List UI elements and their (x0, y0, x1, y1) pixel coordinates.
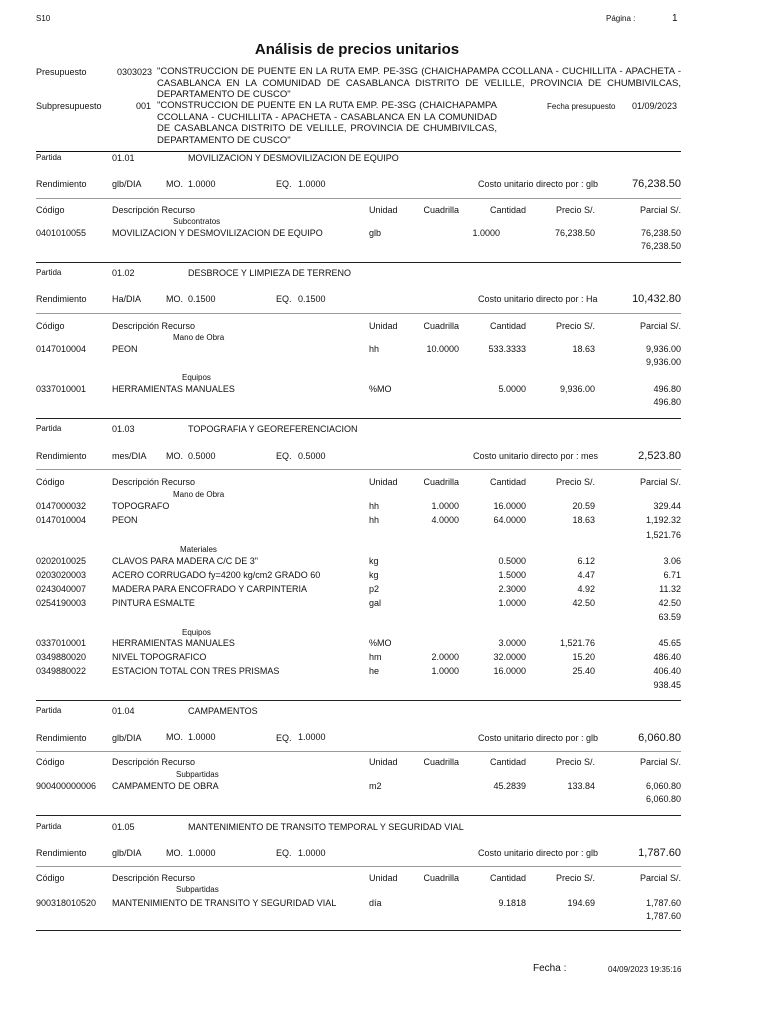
rendimiento-unit: glb/DIA (112, 179, 142, 189)
col-codigo: Código (36, 205, 65, 215)
row-desc: ACERO CORRUGADO fy=4200 kg/cm2 GRADO 60 (112, 570, 321, 580)
row-unit: día (369, 898, 382, 908)
row-parcial: 11.32 (659, 584, 681, 594)
row-parcial: 9,936.00 (645, 344, 681, 354)
group-title: Mano de Obra (173, 333, 225, 342)
partida-label: Partida (36, 706, 62, 715)
row-parcial: 42.50 (658, 598, 681, 608)
row-cantidad: 0.5000 (498, 556, 526, 566)
group-title: Equipos (182, 628, 211, 637)
row-parcial: 76,238.50 (640, 228, 681, 238)
rendimiento-unit: glb/DIA (112, 733, 142, 743)
row-desc: CLAVOS PARA MADERA C/C DE 3" (112, 556, 258, 566)
eq-label: EQ. (276, 179, 292, 189)
row-unit: hh (369, 344, 380, 354)
col-unidad: Unidad (369, 205, 398, 215)
col-descripcion: Descripción Recurso (112, 205, 196, 215)
divider (36, 469, 681, 470)
row-unit: hh (369, 515, 380, 525)
row-code: 900400000006 (36, 781, 97, 791)
mo-value: 1.0000 (188, 732, 216, 742)
col-precio: Precio S/. (555, 873, 595, 883)
rendimiento-unit: glb/DIA (112, 848, 142, 858)
footer-date-value: 04/09/2023 19:35:16 (608, 965, 682, 974)
row-desc: HERRAMIENTAS MANUALES (112, 384, 235, 394)
row-code: 0203020003 (36, 570, 87, 580)
row-desc: MOVILIZACION Y DESMOVILIZACION DE EQUIPO (112, 228, 323, 238)
row-unit: %MO (369, 384, 392, 394)
eq-label: EQ. (276, 294, 292, 304)
partida-divider (36, 700, 681, 701)
partida-divider (36, 930, 681, 931)
row-desc: PEON (112, 515, 138, 525)
row-parcial: 45.65 (658, 638, 681, 648)
group-subtotal: 1,521.76 (645, 530, 681, 540)
partida-divider (36, 262, 681, 263)
page-title: Análisis de precios unitarios (254, 41, 460, 58)
unit-cost-value: 2,523.80 (638, 450, 681, 462)
row-desc: CAMPAMENTO DE OBRA (112, 781, 219, 791)
row-unit: gal (369, 598, 382, 608)
partida-label: Partida (36, 822, 62, 831)
row-unit: hm (369, 652, 382, 662)
eq-value: 1.0000 (298, 732, 326, 742)
partida-code: 01.01 (112, 153, 135, 163)
col-descripcion: Descripción Recurso (112, 321, 196, 331)
row-precio: 9,936.00 (559, 384, 595, 394)
divider (36, 751, 681, 752)
row-code: 0147000032 (36, 501, 87, 511)
row-precio: 76,238.50 (554, 228, 595, 238)
col-unidad: Unidad (369, 873, 398, 883)
col-cuadrilla: Cuadrilla (423, 873, 459, 883)
col-cantidad: Cantidad (489, 757, 526, 767)
partida-code: 01.03 (112, 424, 135, 434)
row-unit: glb (369, 228, 382, 238)
system-code: S10 (36, 14, 51, 23)
row-cantidad: 45.2839 (493, 781, 526, 791)
row-cantidad: 64.0000 (493, 515, 526, 525)
header-divider (36, 151, 681, 152)
row-code: 0349880022 (36, 666, 87, 676)
group-subtotal: 76,238.50 (640, 241, 681, 251)
col-codigo: Código (36, 757, 65, 767)
row-parcial: 406.40 (653, 666, 681, 676)
rendimiento-unit: Ha/DIA (112, 294, 142, 304)
group-subtotal: 938.45 (653, 680, 681, 690)
col-codigo: Código (36, 477, 65, 487)
row-cantidad: 533.3333 (488, 344, 526, 354)
row-desc: TOPOGRAFO (112, 501, 170, 511)
unit-cost-label: Costo unitario directo por : Ha (478, 294, 598, 304)
col-cuadrilla: Cuadrilla (423, 321, 459, 331)
group-title: Mano de Obra (173, 490, 225, 499)
col-parcial: Parcial S/. (639, 477, 681, 487)
partida-code: 01.02 (112, 268, 135, 278)
row-precio: 133.84 (567, 781, 595, 791)
mo-value: 1.0000 (188, 848, 216, 858)
col-codigo: Código (36, 321, 65, 331)
partida-divider (36, 418, 681, 419)
row-code: 0337010001 (36, 384, 87, 394)
partida-code: 01.05 (112, 822, 135, 832)
budget-date-label: Fecha presupuesto (547, 102, 616, 111)
partida-name: DESBROCE Y LIMPIEZA DE TERRENO (188, 268, 352, 278)
partida-name: MOVILIZACION Y DESMOVILIZACION DE EQUIPO (188, 153, 399, 163)
subbudget-label: Subpresupuesto (36, 101, 102, 111)
col-cantidad: Cantidad (489, 205, 526, 215)
row-cantidad: 3.0000 (498, 638, 526, 648)
col-cuadrilla: Cuadrilla (423, 477, 459, 487)
unit-cost-value: 76,238.50 (632, 178, 681, 190)
rendimiento-label: Rendimiento (36, 848, 87, 858)
row-unit: hh (369, 501, 380, 511)
row-unit: kg (369, 570, 379, 580)
group-title: Subcontratos (173, 217, 221, 226)
row-parcial: 329.44 (653, 501, 681, 511)
row-cantidad: 5.0000 (498, 384, 526, 394)
col-precio: Precio S/. (555, 757, 595, 767)
col-unidad: Unidad (369, 321, 398, 331)
row-cuadrilla: 1.0000 (431, 666, 459, 676)
col-cantidad: Cantidad (489, 321, 526, 331)
row-code: 0349880020 (36, 652, 87, 662)
col-cantidad: Cantidad (489, 477, 526, 487)
row-unit: p2 (369, 584, 380, 594)
row-precio: 18.63 (572, 344, 595, 354)
row-precio: 15.20 (572, 652, 595, 662)
row-desc: HERRAMIENTAS MANUALES (112, 638, 235, 648)
mo-label: MO. (166, 451, 183, 461)
row-unit: %MO (369, 638, 392, 648)
rendimiento-label: Rendimiento (36, 733, 87, 743)
mo-value: 0.5000 (188, 451, 216, 461)
row-parcial: 1,192.32 (645, 515, 681, 525)
unit-cost-value: 10,432.80 (632, 293, 681, 305)
row-unit: m2 (369, 781, 382, 791)
col-descripcion: Descripción Recurso (112, 873, 196, 883)
col-precio: Precio S/. (555, 477, 595, 487)
eq-label: EQ. (276, 451, 292, 461)
row-parcial: 486.40 (653, 652, 681, 662)
row-precio: 4.92 (577, 584, 595, 594)
group-title: Subpartidas (176, 770, 219, 779)
row-code: 0147010004 (36, 344, 87, 354)
unit-cost-value: 1,787.60 (638, 847, 681, 859)
mo-label: MO. (166, 732, 183, 742)
row-desc: NIVEL TOPOGRAFICO (112, 652, 207, 662)
subbudget-code: 001 (136, 101, 152, 111)
unit-cost-label: Costo unitario directo por : glb (478, 733, 599, 743)
row-desc: PEON (112, 344, 138, 354)
rendimiento-unit: mes/DIA (112, 451, 147, 461)
partida-label: Partida (36, 153, 62, 162)
row-desc: MADERA PARA ENCOFRADO Y CARPINTERIA (112, 584, 308, 594)
budget-date-value: 01/09/2023 (632, 101, 678, 111)
mo-value: 1.0000 (188, 179, 216, 189)
partida-name: CAMPAMENTOS (188, 706, 258, 716)
col-unidad: Unidad (369, 477, 398, 487)
partida-label: Partida (36, 268, 62, 277)
row-code: 0243040007 (36, 584, 87, 594)
eq-value: 0.1500 (298, 294, 326, 304)
eq-label: EQ. (276, 733, 292, 743)
row-cantidad: 32.0000 (493, 652, 526, 662)
row-unit: kg (369, 556, 379, 566)
col-parcial: Parcial S/. (639, 757, 681, 767)
eq-label: EQ. (276, 848, 292, 858)
col-cantidad: Cantidad (489, 873, 526, 883)
col-descripcion: Descripción Recurso (112, 477, 196, 487)
row-cantidad: 16.0000 (493, 666, 526, 676)
subbudget-description: "CONSTRUCCION DE PUENTE EN LA RUTA EMP. PE-3SG (CHAICHAPAMPA CCOLLANA - CUCHILLITA - APACHETA - CASABLANCA EN LA COMUNIDAD DE CASABLANCA DISTRITO DE VELILLE, PROVINCIA DE CHUMBIVILCAS, DEPARTAMENTO DE CUSCO" (157, 100, 497, 146)
row-precio: 18.63 (572, 515, 595, 525)
col-parcial: Parcial S/. (639, 321, 681, 331)
row-cuadrilla: 10.0000 (426, 344, 459, 354)
budget-label: Presupuesto (36, 67, 87, 77)
group-subtotal: 63.59 (658, 612, 681, 622)
row-cantidad: 9.1818 (498, 898, 526, 908)
eq-value: 1.0000 (298, 848, 326, 858)
eq-value: 1.0000 (298, 179, 326, 189)
partida-name: MANTENIMIENTO DE TRANSITO TEMPORAL Y SEGURIDAD VIAL (188, 822, 464, 832)
mo-label: MO. (166, 294, 183, 304)
group-subtotal: 1,787.60 (645, 911, 681, 921)
row-precio: 1,521.76 (559, 638, 595, 648)
row-code: 0337010001 (36, 638, 87, 648)
unit-cost-label: Costo unitario directo por : glb (478, 179, 599, 189)
row-parcial: 1,787.60 (645, 898, 681, 908)
group-subtotal: 6,060.80 (645, 794, 681, 804)
row-cantidad: 1.0000 (472, 228, 500, 238)
row-cantidad: 16.0000 (493, 501, 526, 511)
rendimiento-label: Rendimiento (36, 294, 87, 304)
row-cantidad: 1.5000 (498, 570, 526, 580)
rendimiento-label: Rendimiento (36, 179, 87, 189)
col-cuadrilla: Cuadrilla (423, 205, 459, 215)
divider (36, 866, 681, 867)
partida-label: Partida (36, 424, 62, 433)
row-precio: 194.69 (567, 898, 595, 908)
row-precio: 42.50 (572, 598, 595, 608)
mo-value: 0.1500 (188, 294, 216, 304)
row-parcial: 3.06 (663, 556, 681, 566)
budget-code: 0303023 (117, 67, 153, 77)
row-parcial: 6,060.80 (645, 781, 681, 791)
group-subtotal: 496.80 (653, 397, 681, 407)
row-code: 0147010004 (36, 515, 87, 525)
row-unit: he (369, 666, 380, 676)
col-precio: Precio S/. (555, 205, 595, 215)
mo-label: MO. (166, 179, 183, 189)
row-precio: 25.40 (572, 666, 595, 676)
col-cuadrilla: Cuadrilla (423, 757, 459, 767)
eq-value: 0.5000 (298, 451, 326, 461)
partida-divider (36, 815, 681, 816)
row-desc: ESTACION TOTAL CON TRES PRISMAS (112, 666, 280, 676)
col-codigo: Código (36, 873, 65, 883)
divider (36, 198, 681, 199)
row-desc: MANTENIMIENTO DE TRANSITO Y SEGURIDAD VIAL (112, 898, 337, 908)
row-cantidad: 1.0000 (498, 598, 526, 608)
row-desc: PINTURA ESMALTE (112, 598, 195, 608)
rendimiento-label: Rendimiento (36, 451, 87, 461)
group-title: Materiales (180, 545, 217, 554)
col-precio: Precio S/. (555, 321, 595, 331)
page-number: 1 (672, 13, 678, 24)
budget-description: "CONSTRUCCION DE PUENTE EN LA RUTA EMP. PE-3SG (CHAICHAPAMPA CCOLLANA - CUCHILLITA - APACHETA - CASABLANCA EN LA COMUNIDAD DE CASABLANCA DISTRITO DE VELILLE, PROVINCIA DE CHUMBIVILCAS, DEPARTAMENTO DE CUSCO" (157, 66, 681, 100)
group-title: Subpartidas (176, 885, 219, 894)
divider (36, 313, 681, 314)
group-title: Equipos (182, 373, 211, 382)
unit-cost-label: Costo unitario directo por : mes (473, 451, 599, 461)
row-code: 900318010520 (36, 898, 97, 908)
row-cuadrilla: 2.0000 (431, 652, 459, 662)
col-parcial: Parcial S/. (639, 873, 681, 883)
row-cuadrilla: 1.0000 (431, 501, 459, 511)
col-parcial: Parcial S/. (639, 205, 681, 215)
footer-date-label: Fecha : (533, 963, 567, 974)
col-unidad: Unidad (369, 757, 398, 767)
group-subtotal: 9,936.00 (645, 357, 681, 367)
partida-code: 01.04 (112, 706, 135, 716)
col-descripcion: Descripción Recurso (112, 757, 196, 767)
row-parcial: 6.71 (663, 570, 681, 580)
unit-cost-value: 6,060.80 (638, 732, 681, 744)
row-cuadrilla: 4.0000 (431, 515, 459, 525)
mo-label: MO. (166, 848, 183, 858)
row-code: 0254190003 (36, 598, 87, 608)
row-code: 0202010025 (36, 556, 87, 566)
row-code: 0401010055 (36, 228, 87, 238)
row-parcial: 496.80 (653, 384, 681, 394)
row-precio: 4.47 (577, 570, 595, 580)
row-precio: 6.12 (577, 556, 595, 566)
page-label: Página : (606, 14, 636, 23)
unit-cost-label: Costo unitario directo por : glb (478, 848, 599, 858)
row-precio: 20.59 (572, 501, 595, 511)
partida-name: TOPOGRAFIA Y GEOREFERENCIACION (188, 424, 358, 434)
row-cantidad: 2.3000 (498, 584, 526, 594)
